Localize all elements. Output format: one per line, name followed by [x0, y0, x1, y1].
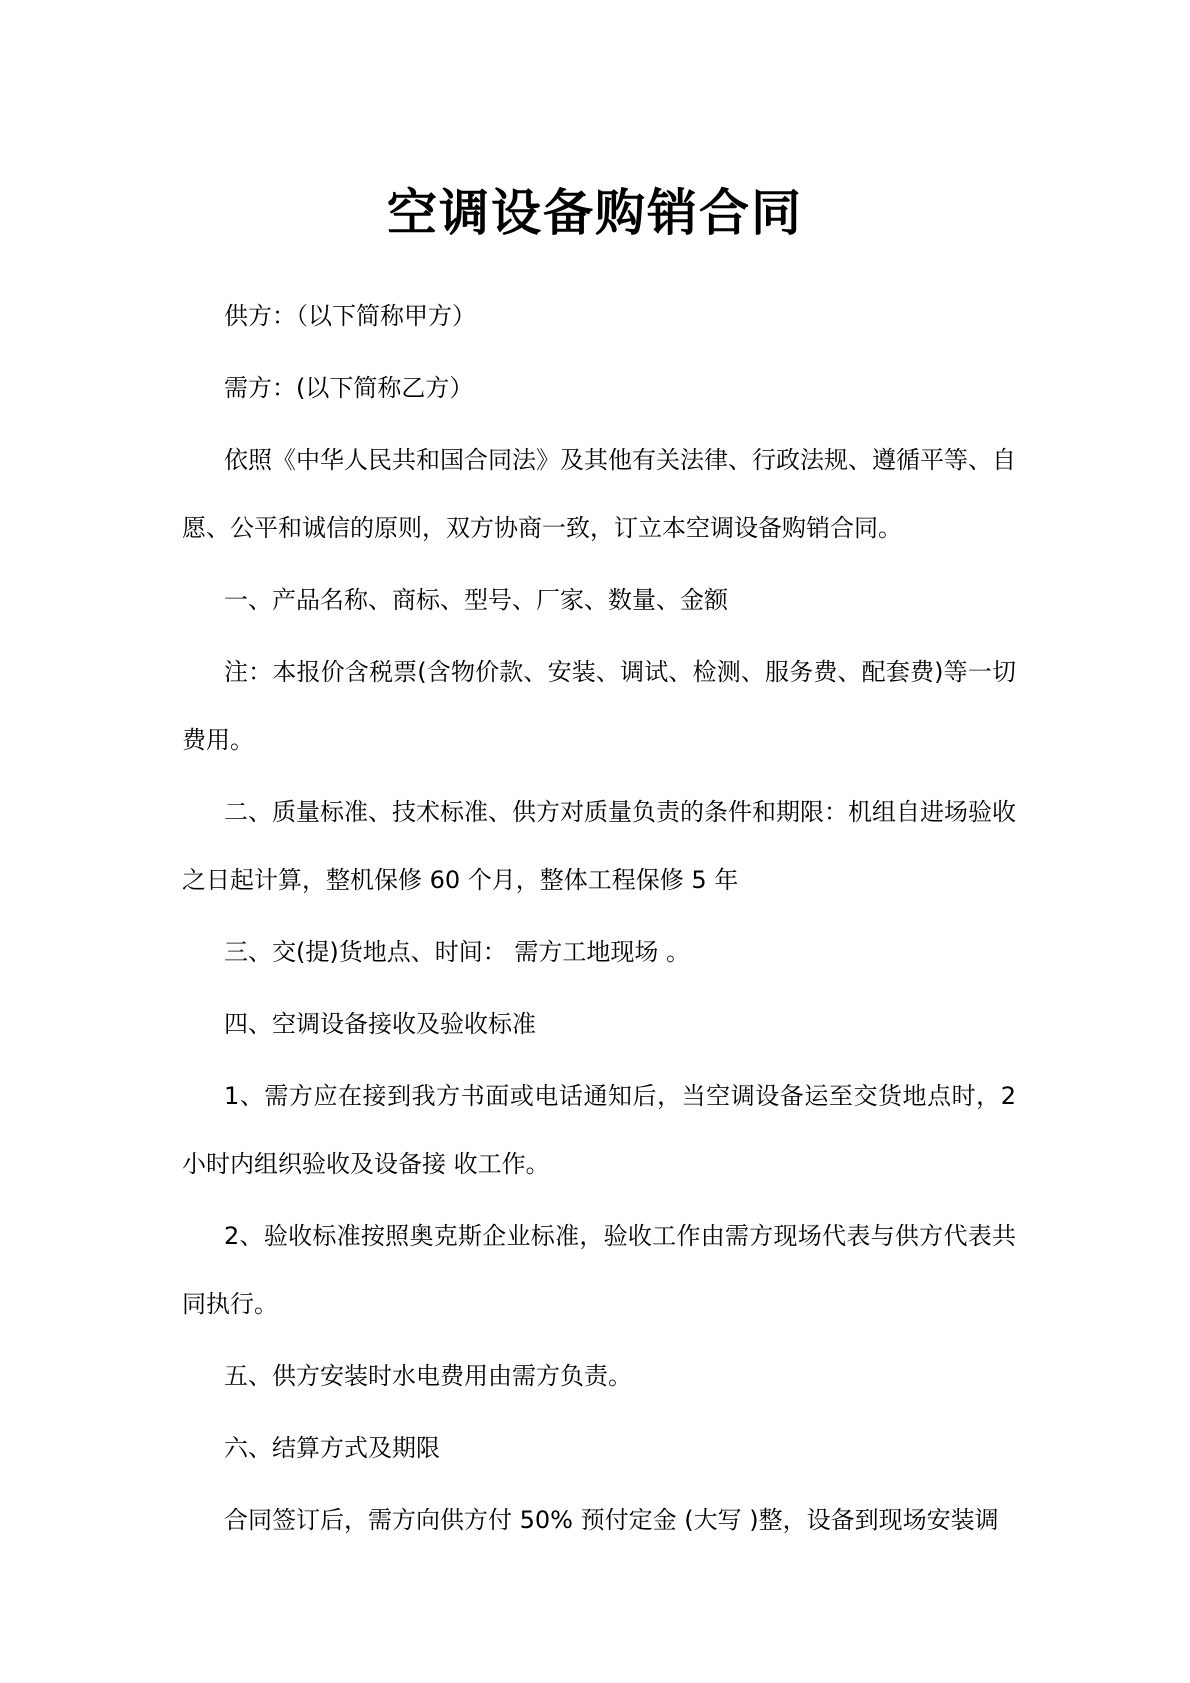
price-note-paragraph: 注：本报价含税票(含物价款、安装、调试、检测、服务费、配套费)等一切费用。 — [182, 658, 1016, 754]
section-1-heading: 一、产品名称、商标、型号、厂家、数量、金额 — [224, 586, 728, 614]
section-4-heading: 四、空调设备接收及验收标准 — [224, 1010, 536, 1038]
section-2-paragraph: 二、质量标准、技术标准、供方对质量负责的条件和期限：机组自进场验收之日起计算，整机保修 60 个月，整体工程保修 5 年 — [182, 798, 1016, 894]
section-5-paragraph: 五、供方安装时水电费用由需方负责。 — [224, 1362, 632, 1390]
document-title: 空调设备购销合同 — [387, 184, 803, 242]
preamble-paragraph: 依照《中华人民共和国合同法》及其他有关法律、行政法规、遵循平等、自愿、公平和诚信的原则，双方协商一致，订立本空调设备购销合同。 — [182, 446, 1016, 542]
payment-paragraph: 合同签订后，需方向供方付 50% 预付定金 (大写 )整，设备到现场安装调 — [224, 1506, 999, 1534]
clause-4-1-paragraph: 1、需方应在接到我方书面或电话通知后，当空调设备运至交货地点时，2 小时内组织验收及设备接 收工作。 — [182, 1082, 1016, 1178]
buyer-line: 需方：(以下简称乙方） — [224, 374, 474, 402]
document-body — [182, 282, 1016, 1554]
clause-4-2-paragraph: 2、验收标准按照奥克斯企业标准，验收工作由需方现场代表与供方代表共同执行。 — [182, 1222, 1016, 1318]
supplier-line: 供方：（以下简称甲方） — [224, 302, 476, 330]
section-3-paragraph: 三、交(提)货地点、时间： 需方工地现场 。 — [224, 938, 690, 966]
section-6-heading: 六、结算方式及期限 — [224, 1434, 440, 1462]
